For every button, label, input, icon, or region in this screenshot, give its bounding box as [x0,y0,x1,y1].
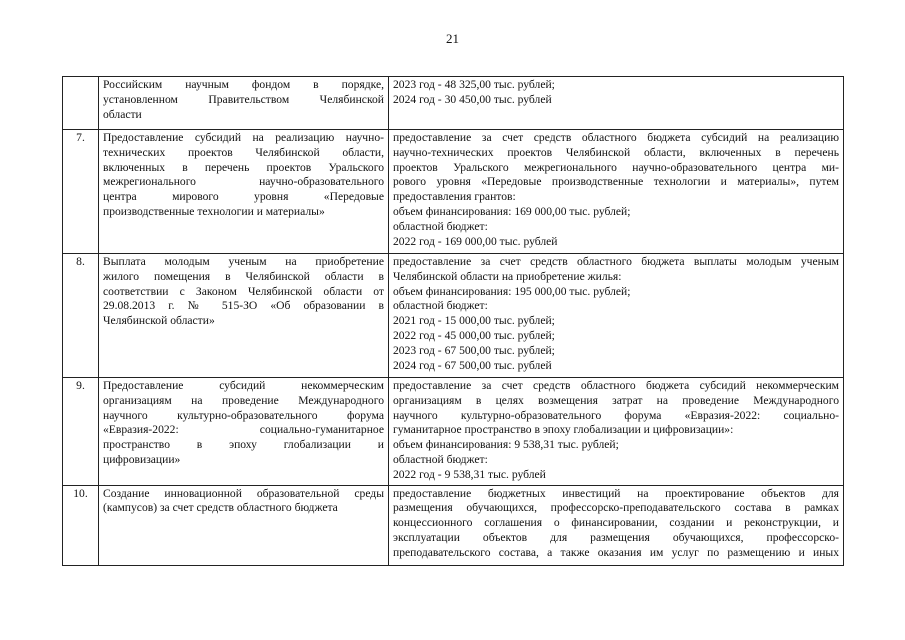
text-line: включенных в перечень проектов Уральского [103,160,384,174]
measure-description [389,378,844,486]
measure-name [99,254,389,378]
table-row [63,485,844,565]
text-line: областной бюджет: [393,299,488,313]
text-line: производственные технологии и материалы» [103,204,325,218]
row-number: 10. [63,485,99,565]
measures-table [62,76,844,566]
row-number: 9. [63,378,99,486]
text-line: предоставление за счет средств областного бюджета субсидий некоммерческим [393,379,839,392]
text-line: предоставление за счет средств областного бюджета выплаты молодым ученым [393,255,839,268]
text-line: научного культурно-образовательного форума «Евразия-2022: социально- [393,408,839,422]
text-line: 2024 год - 67 500,00 тыс. рублей [393,358,552,372]
text-line: «Евразия-2022: социально-гуманитарное [103,423,384,437]
text-line: научного культурно-образовательного форума [103,408,384,422]
text-line: эксплуатации объектов для размещения обучающихся, профессорско- [393,530,839,544]
text-line: предоставления грантов: [393,190,516,204]
text-line: пространство в эпоху глобализации и [103,438,384,452]
text-line: Челябинской области на приобретение жилья: [393,269,622,283]
text-line: 2021 год - 15 000,00 тыс. рублей; [393,314,555,328]
text-line: Челябинской области» [103,314,215,328]
text-line: 2022 год - 169 000,00 тыс. рублей [393,234,558,248]
text-line: проектов Уральского межрегионального научно-образовательного центра ми- [393,160,839,174]
row-number [63,77,99,130]
text-line: гуманитарное пространство в эпоху глобализации и цифровизации»: [393,423,734,437]
text-line: центра мирового уровня «Передовые [103,190,384,204]
measure-name [99,130,389,254]
text-line: объем финансирования: 169 000,00 тыс. рублей; [393,204,631,218]
measure-description [389,254,844,378]
text-line: 29.08.2013 г. № 515-ЗО «Об образовании в [103,299,384,313]
text-line: рового уровня «Передовые производственные технологии и материалы», путем [393,175,839,189]
text-line: размещения обучающихся, профессорско-преподавательского состава в рамках [393,501,839,515]
text-line: (кампусов) за счет средств областного бюджета [103,501,338,515]
text-line: объем финансирования: 9 538,31 тыс. рублей; [393,438,619,452]
table-row [63,77,844,130]
row-number: 8. [63,254,99,378]
text-line: области [103,107,142,121]
text-line: концессионного соглашения о финансировании, создании и реконструкции, и [393,516,839,530]
text-line: Выплата молодым ученым на приобретение [103,255,384,268]
row-number: 7. [63,130,99,254]
text-line: Создание инновационной образовательной среды [103,486,384,500]
text-line: объем финансирования: 195 000,00 тыс. рублей; [393,284,631,298]
text-line: научно-технических проектов Челябинской области, включенных в перечень [393,145,839,159]
text-line: цифровизации» [103,452,181,466]
text-line: предоставление бюджетных инвестиций на проектирование объектов для [393,486,839,500]
text-line: технических проектов Челябинской области, [103,145,384,159]
text-line: преподавательского состава, а также оказания им услуг по размещению и иных [393,545,839,559]
text-line: 2022 год - 9 538,31 тыс. рублей [393,467,546,481]
measure-description [389,77,844,130]
text-line: жилого помещения в Челябинской области в [103,269,384,283]
text-line: 2023 год - 48 325,00 тыс. рублей; [393,78,555,91]
text-line: организациям на проведение Международного [103,393,384,407]
text-line: соответствии с Законом Челябинской области от [103,284,384,298]
page-number: 21 [446,31,459,46]
text-line: установленном Правительством Челябинской [103,92,384,106]
table-row [63,378,844,486]
measure-name [99,77,389,130]
text-line: предоставление за счет средств областного бюджета субсидий на реализацию [393,131,839,144]
text-line: организациям в целях возмещения затрат на проведение Международного [393,393,839,407]
text-line: 2022 год - 45 000,00 тыс. рублей; [393,328,555,342]
text-line: Предоставление субсидий некоммерческим [103,379,384,392]
measure-description [389,485,844,565]
text-line: 2023 год - 67 500,00 тыс. рублей; [393,343,555,357]
measure-name [99,378,389,486]
text-line: Предоставление субсидий на реализацию научно- [103,131,384,144]
table-row [63,254,844,378]
text-line: межрегионального научно-образовательного [103,175,384,189]
text-line: Российским научным фондом в порядке, [103,78,384,91]
measure-name [99,485,389,565]
text-line: 2024 год - 30 450,00 тыс. рублей [393,92,552,106]
text-line: областной бюджет: [393,219,488,233]
text-line: областной бюджет: [393,452,488,466]
table-row [63,130,844,254]
measure-description [389,130,844,254]
